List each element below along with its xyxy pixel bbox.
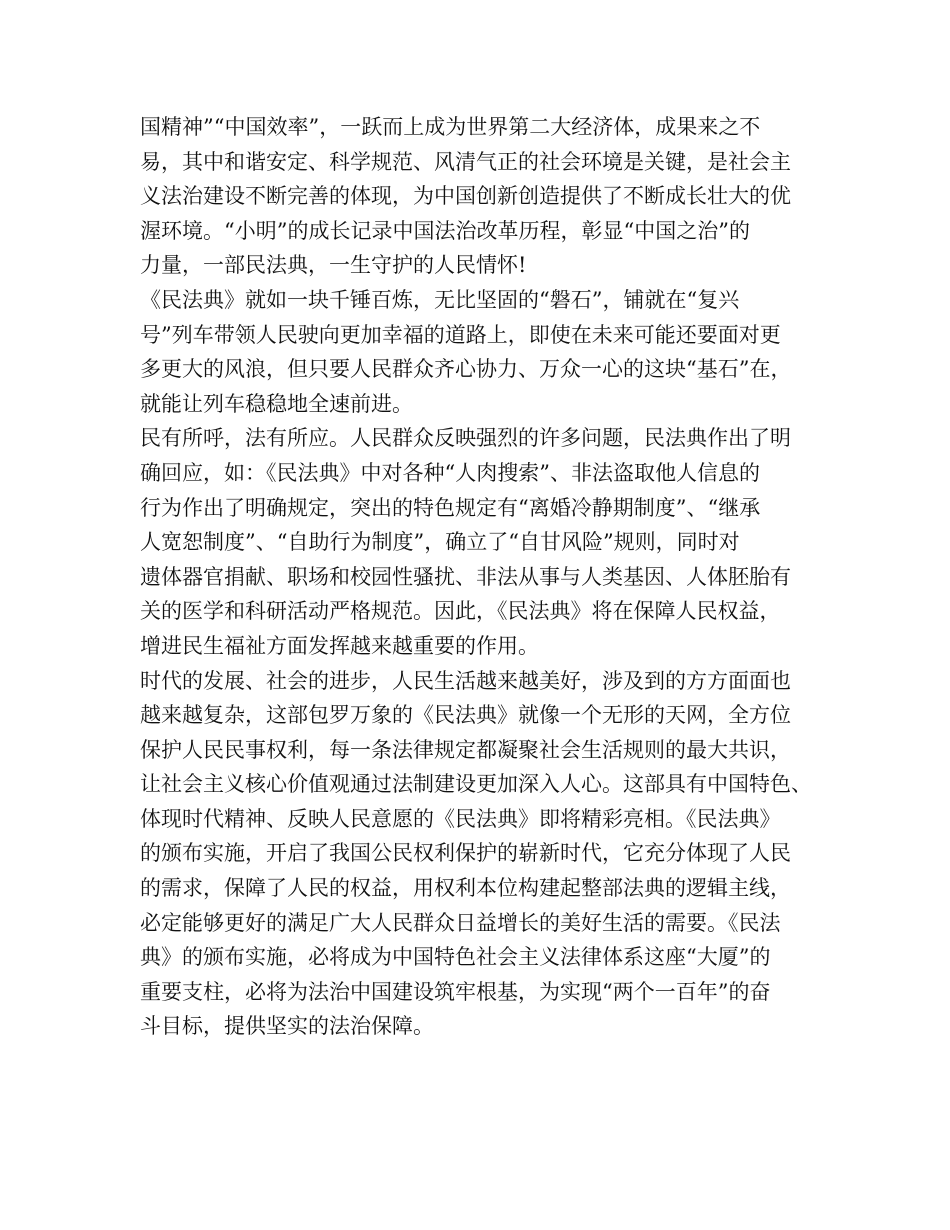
paragraph-3 bbox=[140, 421, 830, 663]
text-line: 力量，一部民法典，一生守护的人民情怀! bbox=[140, 253, 527, 278]
text-line: 的颁布实施，开启了我国公民权利保护的崭新时代，它充分体现了人民 bbox=[140, 841, 791, 866]
text-line: 民有所呼，法有所应。人民群众反映强烈的许多问题，民法典作出了明 bbox=[140, 426, 791, 451]
text-line: 易，其中和谐安定、科学规范、风清气正的社会环境是关键，是社会主 bbox=[140, 149, 791, 174]
text-line: 让社会主义核心价值观通过法制建设更加深入人心。这部具有中国特色、 bbox=[140, 772, 812, 797]
text-line: 国精神”“中国效率”，一跃而上成为世界第二大经济体，成果来之不 bbox=[140, 115, 761, 139]
text-line: 越来越复杂，这部包罗万象的《民法典》就像一个无形的天网，全方位 bbox=[140, 703, 791, 728]
text-line: 确回应，如：《民法典》中对各种“人肉搜索”、非法盗取他人信息的 bbox=[140, 460, 760, 485]
paragraph-4 bbox=[140, 664, 830, 1045]
paragraph-2 bbox=[140, 283, 830, 421]
text-line: 就能让列车稳稳地全速前进。 bbox=[140, 391, 413, 416]
text-line: 时代的发展、社会的进步，人民生活越来越美好，涉及到的方方面面也 bbox=[140, 668, 791, 693]
text-line: 《民法典》就如一块千锤百炼，无比坚固的“磐石”，铺就在“复兴 bbox=[140, 287, 740, 312]
text-line: 义法治建设不断完善的体现，为中国创新创造提供了不断成长壮大的优 bbox=[140, 184, 791, 209]
text-line: 保护人民民事权利，每一条法律规定都凝聚社会生活规则的最大共识， bbox=[140, 737, 791, 762]
text-line: 遗体器官捐献、职场和校园性骚扰、非法从事与人类基因、人体胚胎有 bbox=[140, 564, 791, 589]
text-line: 多更大的风浪，但只要人民群众齐心协力、万众一心的这块“基石”在， bbox=[140, 357, 792, 382]
text-line: 渥环境。“小明”的成长记录中国法治改革历程，彰显“中国之治”的 bbox=[140, 218, 750, 243]
document-body bbox=[140, 110, 830, 1044]
text-line: 体现时代精神、反映人民意愿的《民法典》即将精彩亮相。《民法典》 bbox=[140, 806, 781, 831]
text-line: 号”列车带领人民驶向更加幸福的道路上，即使在未来可能还要面对更 bbox=[140, 322, 781, 347]
text-line: 行为作出了明确规定，突出的特色规定有“离婚冷静期制度”、“继承 bbox=[140, 495, 761, 520]
text-line: 典》的颁布实施，必将成为中国特色社会主义法律体系这座“大厦”的 bbox=[140, 945, 771, 970]
text-line: 关的医学和科研活动严格规范。因此，《民法典》将在保障人民权益， bbox=[140, 599, 781, 624]
text-line: 斗目标，提供坚实的法治保障。 bbox=[140, 1014, 434, 1039]
text-line: 人宽恕制度”、“自助行为制度”，确立了“自甘风险”规则，同时对 bbox=[140, 530, 740, 555]
text-line: 增进民生福祉方面发挥越来越重要的作用。 bbox=[140, 633, 539, 658]
text-line: 的需求，保障了人民的权益，用权利本位构建起整部法典的逻辑主线， bbox=[140, 876, 791, 901]
text-line: 重要支柱，必将为法治中国建设筑牢根基，为实现“两个一百年”的奋 bbox=[140, 979, 771, 1004]
paragraph-1 bbox=[140, 110, 830, 283]
text-line: 必定能够更好的满足广大人民群众日益增长的美好生活的需要。《民法 bbox=[140, 910, 781, 935]
